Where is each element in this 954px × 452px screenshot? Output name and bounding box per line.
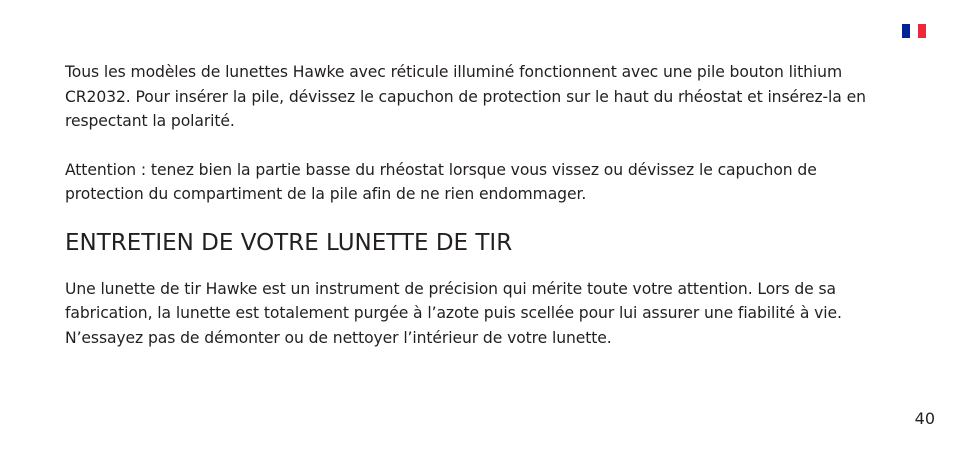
page-content xyxy=(65,60,895,350)
paragraph-maintenance: Une lunette de tir Hawke est un instrument de précision qui mérite toute votre attention. Lors de sa fabrication, la lunette est totalement purgée à l’azote puis scellée pour lui assurer une fiabilité à vie. N’essayez pas de démonter ou de nettoyer l’intérieur de votre lunette. xyxy=(65,279,842,347)
french-flag-icon xyxy=(902,24,926,38)
section-heading: ENTRETIEN DE VOTRE LUNETTE DE TIR xyxy=(65,229,513,256)
page-number: 40 xyxy=(914,409,935,428)
flag-stripe-white xyxy=(910,24,918,38)
flag-stripe-blue xyxy=(902,24,910,38)
paragraph-battery: Tous les modèles de lunettes Hawke avec réticule illuminé fonctionnent avec une pile bouton lithium CR2032. Pour insérer la pile, dévissez le capuchon de protection sur le haut du rhéostat et insérez-la en respectant la polarité. xyxy=(65,63,866,130)
flag-stripe-red xyxy=(918,24,926,38)
paragraph-attention: Attention : tenez bien la partie basse du rhéostat lorsque vous vissez ou dévissez le capuchon de protection du compartiment de la pile afin de ne rien endommager. xyxy=(65,160,817,203)
